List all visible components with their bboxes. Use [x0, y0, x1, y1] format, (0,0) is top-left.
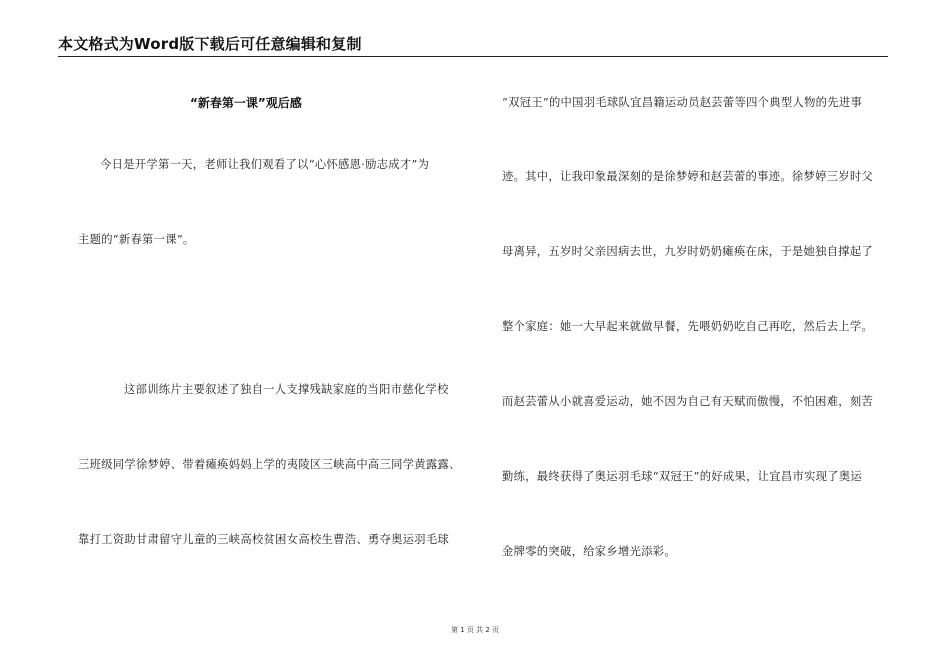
document-title: “新春第一课”观后感 — [190, 96, 302, 110]
left-line-4: 三班级同学徐梦婷、带着瘫痪妈妈上学的夷陵区三峡高中高三同学黄露露、 — [78, 458, 461, 471]
left-line-2: 主题的“新春第一课”。 — [78, 233, 195, 246]
document-banner: 本文格式为Word版下载后可任意编辑和复制 — [58, 35, 362, 53]
right-line-2: 迹。其中，让我印象最深刻的是徐梦婷和赵芸蕾的事迹。徐梦婷三岁时父 — [502, 170, 874, 183]
left-line-5: 靠打工资助甘肃留守儿童的三峡高校贫困女高校生曹浩、勇夺奥运羽毛球 — [78, 533, 450, 546]
right-line-7: 金牌零的突破，给家乡增光添彩。 — [502, 545, 676, 558]
left-line-3: 这部训练片主要叙述了独自一人支撑残缺家庭的当阳市慈化学校 — [124, 383, 449, 396]
right-line-1: “双冠王”的中国羽毛球队宜昌籍运动员赵芸蕾等四个典型人物的先进事 — [502, 96, 863, 109]
header-divider — [58, 56, 888, 57]
left-line-1: 今日是开学第一天，老师让我们观看了以“心怀感恩·励志成才”为 — [100, 158, 430, 171]
right-line-4: 整个家庭：她一大早起来就做早餐，先喂奶奶吃自己再吃，然后去上学。 — [502, 320, 874, 333]
page-number: 第 1 页 共 2 页 — [450, 626, 500, 634]
right-line-5: 而赵芸蕾从小就喜爱运动，她不因为自己有天赋而傲慢，不怕困难，刻苦 — [502, 395, 874, 408]
right-line-3: 母离异，五岁时父亲因病去世，九岁时奶奶瘫痪在床，于是她独自撑起了 — [502, 245, 874, 258]
right-line-6: 勤练，最终获得了奥运羽毛球“双冠王”的好成果，让宜昌市实现了奥运 — [502, 470, 863, 483]
